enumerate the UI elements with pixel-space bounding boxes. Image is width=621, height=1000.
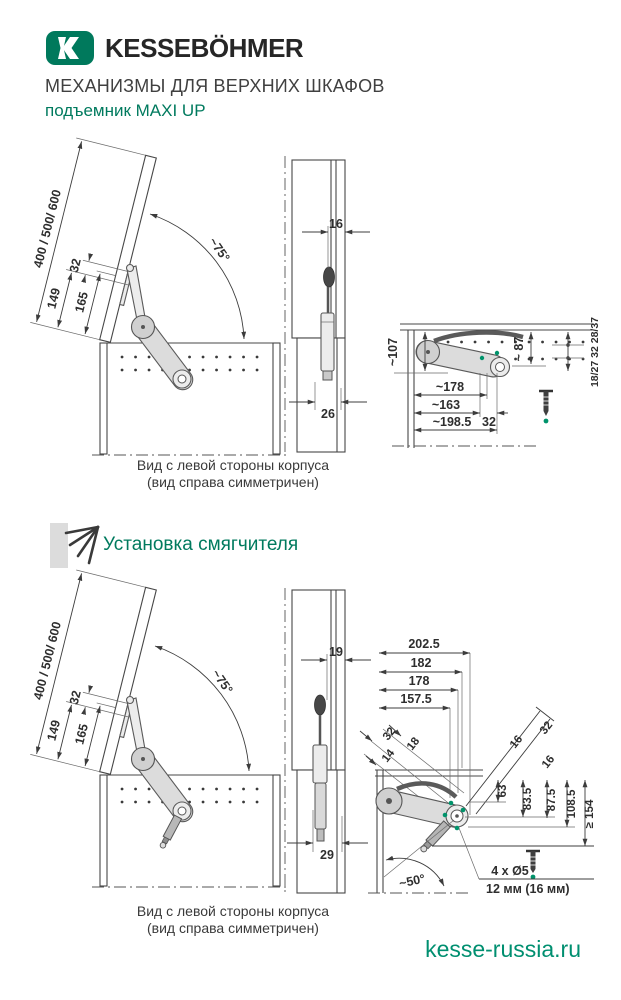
dim-165: 165 xyxy=(72,722,92,747)
dim-32: 32 xyxy=(66,257,84,275)
dim-63: 63 xyxy=(497,784,509,798)
dim-16: 16 xyxy=(329,217,343,231)
dim-87: ~ 87 xyxy=(512,336,526,362)
drawing-plan-view xyxy=(386,317,601,448)
screw-depth-label: 12 мм (16 мм) xyxy=(486,882,570,896)
right-diagonal-dims xyxy=(466,707,557,814)
screw-hole-marker xyxy=(495,351,499,355)
drawing-side-view-damper xyxy=(18,567,287,887)
dim-202-5: 202.5 xyxy=(408,637,440,651)
dim-182: 182 xyxy=(410,656,432,670)
dim-min-154: ≥ 154 xyxy=(584,799,596,829)
dim-19: 19 xyxy=(329,645,343,659)
screw-hole-marker xyxy=(461,808,466,813)
drawing-front-view xyxy=(285,156,370,452)
drawing-damper-detail xyxy=(360,637,596,896)
dim-165: 165 xyxy=(72,290,92,315)
dim-opening-angle: ~75° xyxy=(209,666,236,697)
screws-label: 4 x Ø5 xyxy=(491,864,529,878)
dim-107: ~107 xyxy=(386,337,400,367)
dim-opening-angle: ~75° xyxy=(206,234,233,265)
lift-arm-with-damper xyxy=(127,697,197,850)
section-heading: Установка смягчителя xyxy=(103,534,299,555)
screw-hole-marker xyxy=(455,826,460,831)
dim-hole-rows: 18/27 32 28/37 xyxy=(589,316,601,388)
screw-icon xyxy=(539,391,553,423)
dim-door-length: 400 / 500/ 600 xyxy=(30,620,64,702)
dim-83-5: 83.5 xyxy=(522,787,534,811)
website-link[interactable]: kesse-russia.ru xyxy=(425,936,581,962)
dim-87-5: 87.5 xyxy=(546,788,558,812)
screw-hole-marker xyxy=(443,813,448,818)
dim-18: 18 xyxy=(404,735,423,753)
dim-157-5: 157.5 xyxy=(400,692,432,706)
dim-178: 178 xyxy=(408,674,430,688)
damper xyxy=(418,821,450,854)
damper-rays-icon xyxy=(60,521,104,569)
dim-16: 16 xyxy=(507,733,526,751)
caption-view-2: Вид с левой стороны корпуса (вид справа симметричен) xyxy=(136,903,330,937)
lift-arm-with-damper-closed xyxy=(374,783,469,854)
damper xyxy=(158,815,181,849)
dim-14: 14 xyxy=(379,747,398,765)
dim-108-5: 108.5 xyxy=(566,789,578,819)
screw-hole-marker xyxy=(449,801,454,806)
brand-name: KESSEBÖHMER xyxy=(105,32,304,63)
section1-drawings xyxy=(0,135,621,505)
caption-view-1: Вид с левой стороны корпуса (вид справа симметричен) xyxy=(136,457,330,491)
lift-arm xyxy=(127,265,197,394)
screw-hole-marker xyxy=(480,356,484,360)
dim-149: 149 xyxy=(44,286,64,311)
dim-178: ~178 xyxy=(435,380,465,394)
dim-32: 32 xyxy=(66,689,84,707)
section2-drawings xyxy=(0,565,621,940)
dim-door-length: 400 / 500/ 600 xyxy=(30,188,64,270)
dim-32: 32 xyxy=(537,719,556,737)
dim-16: 16 xyxy=(539,753,558,771)
brand-header xyxy=(45,30,303,66)
page-subtitle: подъемник MAXI UP xyxy=(45,101,206,120)
dim-32: 32 xyxy=(380,725,399,743)
dim-163: ~163 xyxy=(431,398,461,412)
kesseboehmer-logo-icon xyxy=(45,30,95,66)
dim-damper-angle: ~50° xyxy=(397,871,427,891)
dim-149: 149 xyxy=(44,718,64,743)
drawing-front-view-damper xyxy=(285,588,371,893)
drawing-side-view-open xyxy=(18,135,287,455)
dim-26: 26 xyxy=(321,407,335,421)
dim-32: 32 xyxy=(482,415,496,429)
lift-arm-folded xyxy=(414,332,523,378)
page-title: МЕХАНИЗМЫ ДЛЯ ВЕРХНИХ ШКАФОВ xyxy=(45,76,385,96)
dim-29: 29 xyxy=(320,848,334,862)
dim-198-5: ~198.5 xyxy=(432,415,472,429)
